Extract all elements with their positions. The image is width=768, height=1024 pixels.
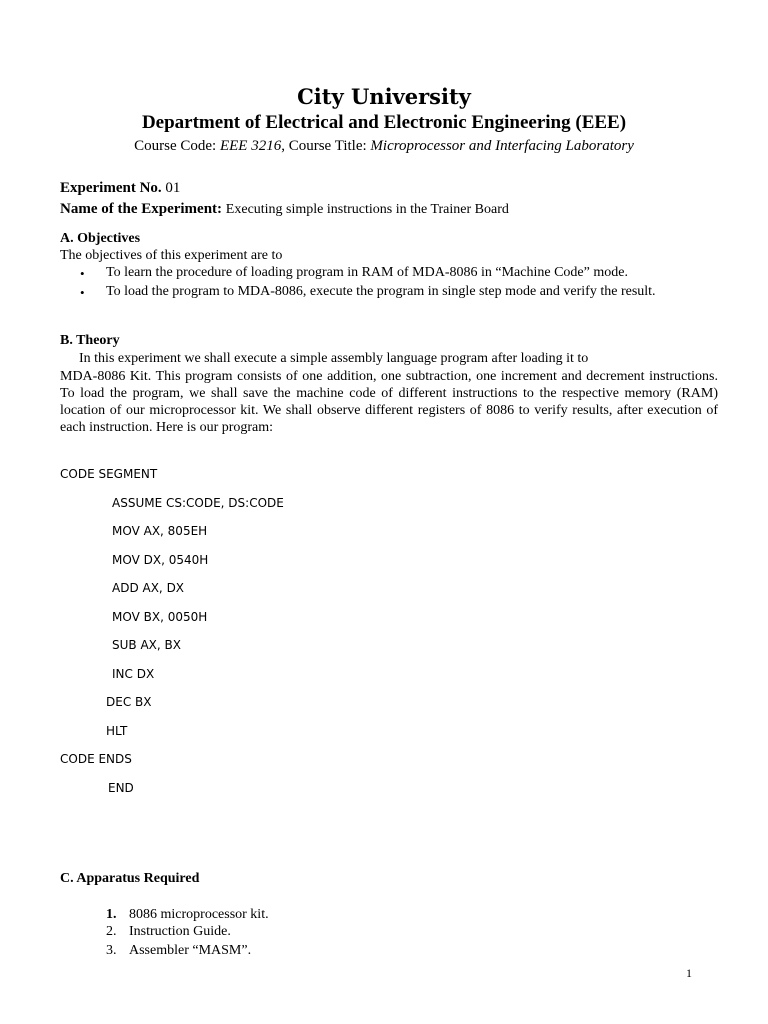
theory-paragraph: MDA-8086 Kit. This program consists of one addition, one subtraction, one increment and decrement instructions. To load the program, we shall save the machine code of different instructions to the respective memory (RAM) location of our microprocessor kit. We shall observe different registers of 8086 to verify results, after execution of each instruction. Here is our program: bbox=[60, 369, 718, 435]
experiment-name-label: Name of the Experiment: bbox=[60, 201, 223, 217]
apparatus-item: 8086 microprocessor kit. bbox=[129, 907, 269, 922]
department-name: Department of Electrical and Electronic Engineering (EEE) bbox=[141, 112, 627, 133]
page-number: 1 bbox=[686, 966, 692, 980]
code-line: INC DX bbox=[112, 667, 155, 681]
objective-item: To learn the procedure of loading program in RAM of MDA-8086 in “Machine Code” mode. bbox=[106, 265, 628, 280]
code-line: MOV BX, 0050H bbox=[112, 610, 208, 624]
code-line: MOV AX, 805EH bbox=[112, 524, 208, 538]
course-title: Microprocessor and Interfacing Laboratory bbox=[370, 138, 634, 154]
theory-first-line: In this experiment we shall execute a simple assembly language program after loading it to bbox=[79, 351, 589, 366]
apparatus-heading: C. Apparatus Required bbox=[60, 871, 200, 886]
apparatus-item: Instruction Guide. bbox=[129, 924, 231, 939]
code-line: SUB AX, BX bbox=[112, 638, 181, 652]
apparatus-item-number: 1. bbox=[106, 907, 117, 922]
university-name: City University bbox=[297, 84, 471, 109]
theory-heading: B. Theory bbox=[60, 333, 120, 348]
code-line: CODE ENDS bbox=[60, 752, 132, 766]
apparatus-item: Assembler “MASM”. bbox=[129, 943, 252, 958]
bullet-icon: • bbox=[80, 266, 85, 281]
bullet-icon: • bbox=[80, 285, 85, 300]
code-line: END bbox=[108, 781, 134, 795]
experiment-number: 01 bbox=[165, 180, 181, 196]
code-line: CODE SEGMENT bbox=[60, 467, 158, 481]
experiment-name-line bbox=[60, 201, 509, 218]
objectives-heading: A. Objectives bbox=[60, 231, 141, 246]
course-line bbox=[0, 138, 768, 155]
objective-item: To load the program to MDA-8086, execute the program in single step mode and verify the result. bbox=[106, 284, 656, 299]
code-line: MOV DX, 0540H bbox=[112, 553, 209, 567]
code-line: HLT bbox=[106, 724, 128, 738]
experiment-number-line bbox=[60, 180, 180, 197]
course-code-label: Course Code: bbox=[134, 138, 220, 154]
experiment-number-label: Experiment No. bbox=[60, 180, 162, 196]
apparatus-item-number: 3. bbox=[106, 943, 117, 958]
code-line: ADD AX, DX bbox=[112, 581, 185, 595]
apparatus-item-number: 2. bbox=[106, 924, 117, 939]
experiment-name: Executing simple instructions in the Trainer Board bbox=[225, 202, 509, 217]
code-line: DEC BX bbox=[106, 695, 152, 709]
course-title-label: , Course Title: bbox=[281, 138, 371, 154]
course-code: EEE 3216 bbox=[219, 138, 282, 154]
objectives-intro: The objectives of this experiment are to bbox=[60, 248, 283, 263]
code-line: ASSUME CS:CODE, DS:CODE bbox=[112, 496, 284, 510]
